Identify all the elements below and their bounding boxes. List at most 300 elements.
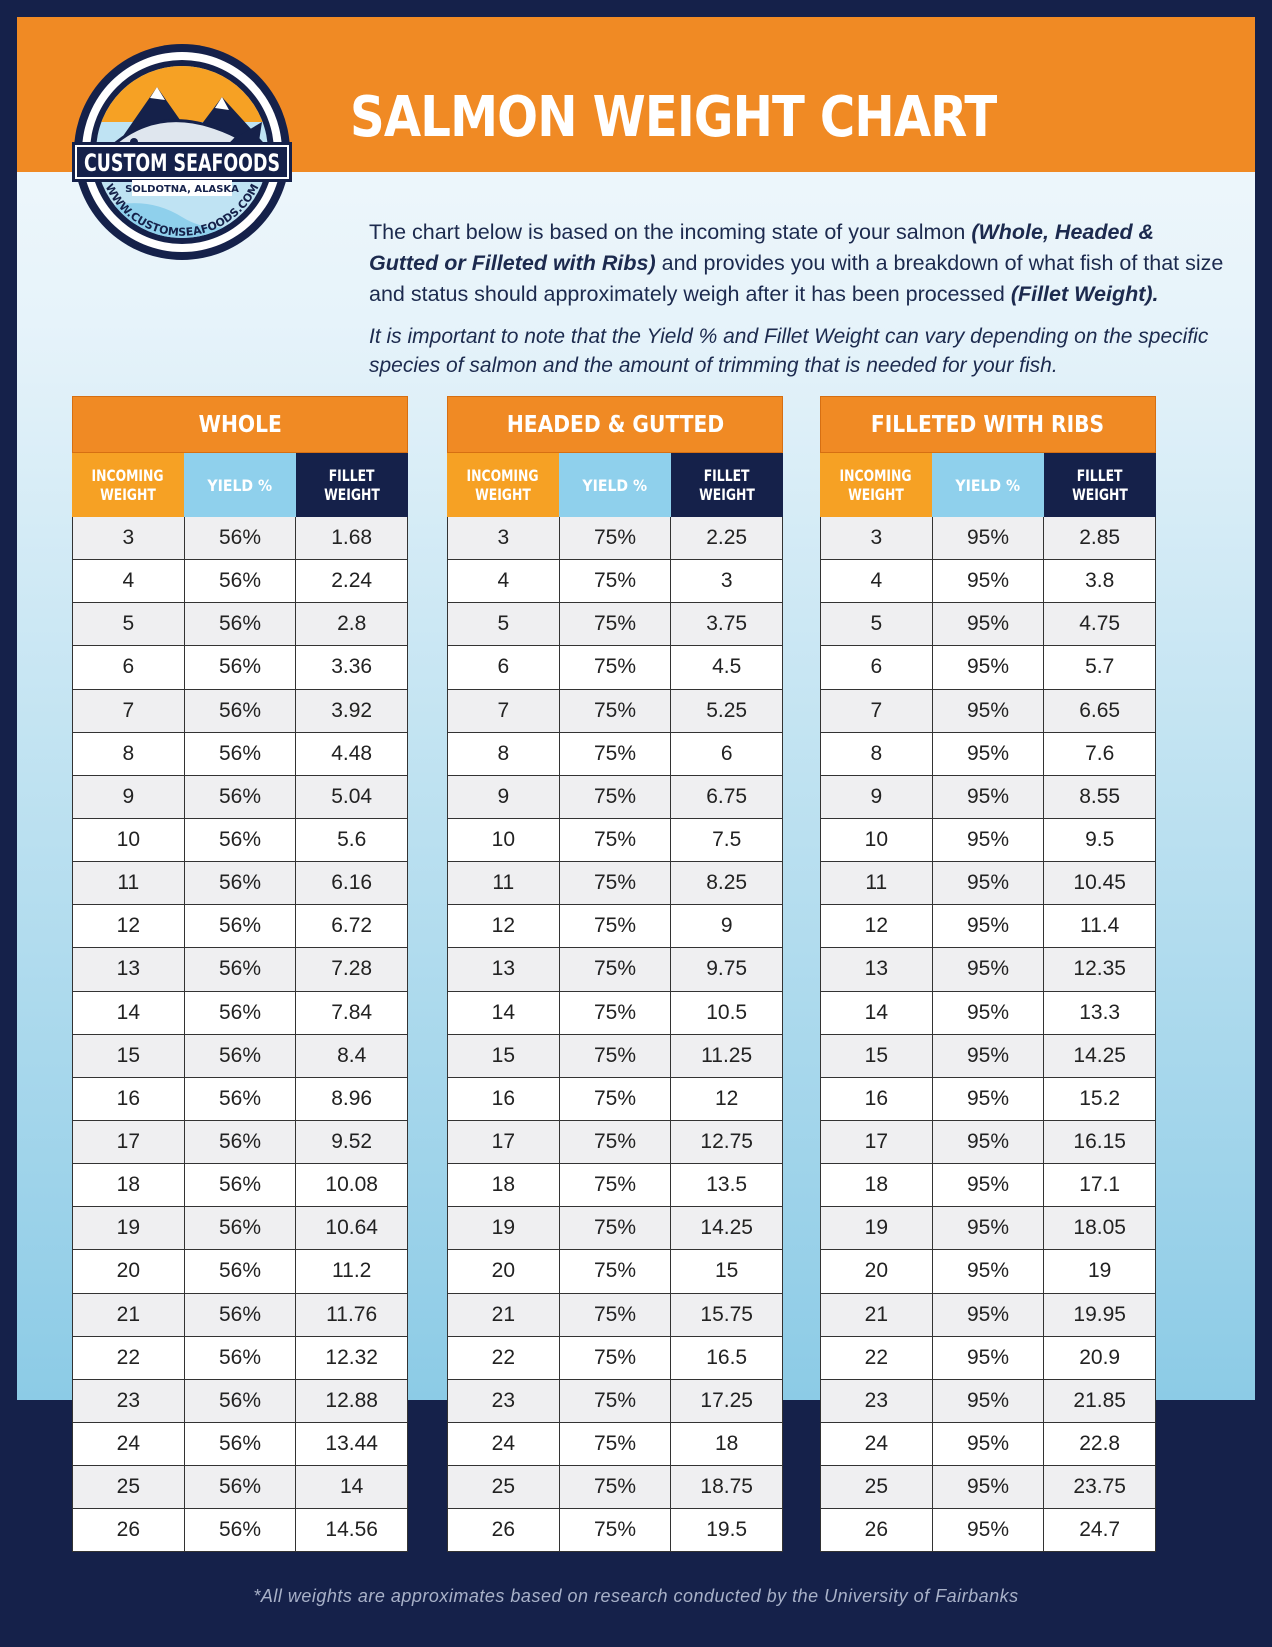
table-row	[448, 1250, 783, 1293]
yield-cell: 95%	[933, 905, 1045, 948]
fillet-weight-cell: 6.75	[671, 776, 783, 819]
fillet-weight-cell: 8.96	[296, 1078, 408, 1121]
yield-cell: 95%	[933, 1250, 1045, 1293]
incoming-weight-cell: 24	[821, 1423, 933, 1466]
incoming-weight-cell: 20	[821, 1250, 933, 1293]
incoming-weight-cell: 23	[448, 1380, 560, 1423]
yield-cell: 95%	[933, 1164, 1045, 1207]
fillet-weight-cell: 6	[671, 733, 783, 776]
yield-cell: 95%	[933, 690, 1045, 733]
table-row	[448, 1035, 783, 1078]
incoming-weight-cell: 10	[448, 819, 560, 862]
fillet-weight-cell: 10.5	[671, 992, 783, 1035]
yield-cell: 95%	[933, 1466, 1045, 1509]
yield-cell: 75%	[560, 1164, 672, 1207]
table-row	[73, 776, 408, 819]
incoming-weight-cell: 4	[448, 560, 560, 603]
column-header-label: WEIGHT	[475, 485, 531, 504]
fillet-weight-cell: 23.75	[1044, 1466, 1156, 1509]
yield-cell: 56%	[185, 992, 297, 1035]
table-row	[73, 1250, 408, 1293]
yield-cell: 95%	[933, 1509, 1045, 1552]
yield-cell: 75%	[560, 1466, 672, 1509]
incoming-weight-cell: 22	[448, 1337, 560, 1380]
table-row	[73, 1294, 408, 1337]
fillet-weight-cell: 7.28	[296, 948, 408, 991]
incoming-weight-cell: 9	[448, 776, 560, 819]
column-header-label: YIELD %	[955, 475, 1021, 495]
incoming-weight-cell: 8	[73, 733, 185, 776]
column-header-label: FILLET	[704, 466, 750, 485]
incoming-weight-cell: 8	[821, 733, 933, 776]
table-row	[73, 862, 408, 905]
yield-header	[559, 453, 671, 517]
fillet-weight-cell: 5.25	[671, 690, 783, 733]
yield-cell: 95%	[933, 1035, 1045, 1078]
fillet-weight-cell: 8.55	[1044, 776, 1156, 819]
incoming-weight-cell: 14	[448, 992, 560, 1035]
fillet-weight-cell: 10.64	[296, 1207, 408, 1250]
table-row	[448, 1466, 783, 1509]
column-header-label: WEIGHT	[324, 485, 380, 504]
fillet-weight-cell: 2.25	[671, 517, 783, 560]
table-row	[448, 1509, 783, 1552]
yield-header	[184, 453, 296, 517]
table-row	[821, 905, 1156, 948]
table-row	[448, 690, 783, 733]
incoming-weight-cell: 16	[448, 1078, 560, 1121]
table-row	[73, 1466, 408, 1509]
yield-cell: 75%	[560, 1509, 672, 1552]
yield-cell: 56%	[185, 1250, 297, 1293]
incoming-weight-cell: 6	[73, 646, 185, 689]
fillet-weight-cell: 15.2	[1044, 1078, 1156, 1121]
fillet-weight-cell: 9.75	[671, 948, 783, 991]
yield-cell: 95%	[933, 1337, 1045, 1380]
yield-cell: 75%	[560, 690, 672, 733]
incoming-weight-cell: 18	[821, 1164, 933, 1207]
table-rows	[72, 517, 408, 1552]
column-header-label: FILLET	[329, 466, 375, 485]
column-header-label: YIELD %	[207, 475, 273, 495]
table-row	[73, 905, 408, 948]
table-title-text: FILLETED WITH RIBS	[871, 411, 1105, 438]
fillet-weight-cell: 11.25	[671, 1035, 783, 1078]
yield-cell: 56%	[185, 690, 297, 733]
fillet-weight-cell: 4.48	[296, 733, 408, 776]
fillet-weight-cell: 14.25	[671, 1207, 783, 1250]
fillet-weight-cell: 3.8	[1044, 560, 1156, 603]
incoming-weight-cell: 12	[73, 905, 185, 948]
yield-cell: 75%	[560, 517, 672, 560]
table-row	[448, 1337, 783, 1380]
table-row	[448, 1423, 783, 1466]
table-row	[821, 1423, 1156, 1466]
table-row	[73, 948, 408, 991]
fillet-weight-cell: 7.6	[1044, 733, 1156, 776]
fillet-weight-cell: 12.35	[1044, 948, 1156, 991]
incoming-weight-cell: 14	[821, 992, 933, 1035]
yield-cell: 75%	[560, 1423, 672, 1466]
page-title: SALMON WEIGHT CHART	[350, 85, 997, 150]
incoming-weight-cell: 12	[448, 905, 560, 948]
incoming-weight-cell: 8	[448, 733, 560, 776]
fillet-weight-cell: 11.4	[1044, 905, 1156, 948]
fillet-weight-cell: 9.5	[1044, 819, 1156, 862]
incoming-weight-cell: 11	[73, 862, 185, 905]
column-header-label: INCOMING	[91, 466, 165, 485]
yield-cell: 56%	[185, 776, 297, 819]
incoming-weight-cell: 23	[73, 1380, 185, 1423]
table-row	[73, 603, 408, 646]
table-row	[821, 690, 1156, 733]
incoming-weight-cell: 6	[448, 646, 560, 689]
column-header-label: INCOMING	[466, 466, 540, 485]
table-row	[73, 517, 408, 560]
column-header-label: INCOMING	[839, 466, 913, 485]
table-row	[821, 1250, 1156, 1293]
fillet-weight-cell: 19.5	[671, 1509, 783, 1552]
table-row	[448, 992, 783, 1035]
yield-cell: 75%	[560, 1250, 672, 1293]
fillet-weight-cell: 2.8	[296, 603, 408, 646]
yield-cell: 95%	[933, 1423, 1045, 1466]
fillet-weight-cell: 2.85	[1044, 517, 1156, 560]
incoming-weight-cell: 20	[73, 1250, 185, 1293]
incoming-weight-cell: 17	[448, 1121, 560, 1164]
table-column-headers	[820, 453, 1156, 517]
fillet-weight-cell: 14.56	[296, 1509, 408, 1552]
incoming-weight-cell: 26	[73, 1509, 185, 1552]
incoming-weight-cell: 26	[448, 1509, 560, 1552]
yield-cell: 95%	[933, 646, 1045, 689]
fillet-weight-cell: 4.5	[671, 646, 783, 689]
yield-cell: 56%	[185, 948, 297, 991]
yield-cell: 56%	[185, 603, 297, 646]
table-rows	[820, 517, 1156, 1552]
fillet-weight-cell: 7.84	[296, 992, 408, 1035]
fillet-weight-cell: 14.25	[1044, 1035, 1156, 1078]
logo-location-text: SOLDOTNA, ALASKA	[125, 184, 239, 195]
intro-text-1: The chart below is based on the incoming state of your salmon	[369, 220, 972, 244]
fillet-weight-cell: 12.75	[671, 1121, 783, 1164]
fillet-weight-cell: 3	[671, 560, 783, 603]
fillet-weight-cell: 7.5	[671, 819, 783, 862]
table-row	[73, 992, 408, 1035]
fillet-weight-cell: 24.7	[1044, 1509, 1156, 1552]
yield-cell: 95%	[933, 1207, 1045, 1250]
yield-cell: 56%	[185, 1164, 297, 1207]
yield-cell: 75%	[560, 1121, 672, 1164]
yield-cell: 75%	[560, 1035, 672, 1078]
fillet-weight-cell: 15	[671, 1250, 783, 1293]
fillet-weight-cell: 11.2	[296, 1250, 408, 1293]
fillet-weight-cell: 19.95	[1044, 1294, 1156, 1337]
column-header-label: WEIGHT	[848, 485, 904, 504]
column-header-label: WEIGHT	[100, 485, 156, 504]
intro-bold-1: (Whole, Headed & Gutted or Filleted with Ribs)	[369, 220, 1155, 275]
incoming-weight-cell: 22	[73, 1337, 185, 1380]
intro-paragraph	[369, 217, 1229, 310]
incoming-weight-cell: 6	[821, 646, 933, 689]
incoming-weight-header	[447, 453, 559, 517]
table-row	[821, 992, 1156, 1035]
yield-cell: 56%	[185, 646, 297, 689]
table-row	[821, 1294, 1156, 1337]
table-row	[73, 733, 408, 776]
incoming-weight-cell: 3	[73, 517, 185, 560]
incoming-weight-cell: 17	[821, 1121, 933, 1164]
incoming-weight-header	[820, 453, 932, 517]
yield-cell: 95%	[933, 560, 1045, 603]
yield-cell: 95%	[933, 733, 1045, 776]
incoming-weight-cell: 17	[73, 1121, 185, 1164]
fillet-weight-cell: 8.25	[671, 862, 783, 905]
yield-cell: 75%	[560, 992, 672, 1035]
yield-cell: 75%	[560, 862, 672, 905]
yield-cell: 56%	[185, 862, 297, 905]
incoming-weight-cell: 25	[73, 1466, 185, 1509]
fillet-weight-cell: 16.5	[671, 1337, 783, 1380]
yield-cell: 75%	[560, 603, 672, 646]
table-row	[821, 560, 1156, 603]
intro-bold-2: (Fillet Weight).	[1010, 282, 1159, 306]
yield-cell: 56%	[185, 1294, 297, 1337]
yield-cell: 95%	[933, 948, 1045, 991]
table-row	[821, 603, 1156, 646]
incoming-weight-cell: 4	[821, 560, 933, 603]
yield-cell: 56%	[185, 1207, 297, 1250]
incoming-weight-cell: 3	[448, 517, 560, 560]
fillet-weight-cell: 12.32	[296, 1337, 408, 1380]
fillet-weight-cell: 17.25	[671, 1380, 783, 1423]
table-title-text: WHOLE	[198, 411, 282, 438]
table-row	[821, 1121, 1156, 1164]
column-header-label: WEIGHT	[699, 485, 755, 504]
incoming-weight-cell: 24	[73, 1423, 185, 1466]
incoming-weight-cell: 10	[73, 819, 185, 862]
fillet-weight-cell: 10.45	[1044, 862, 1156, 905]
fillet-weight-cell: 15.75	[671, 1294, 783, 1337]
table-row	[73, 646, 408, 689]
yield-cell: 75%	[560, 733, 672, 776]
table-rows	[447, 517, 783, 1552]
fillet-weight-header	[671, 453, 783, 517]
incoming-weight-cell: 5	[73, 603, 185, 646]
table-row	[821, 1035, 1156, 1078]
yield-cell: 56%	[185, 1078, 297, 1121]
yield-cell: 56%	[185, 1380, 297, 1423]
incoming-weight-cell: 9	[821, 776, 933, 819]
incoming-weight-cell: 11	[821, 862, 933, 905]
fillet-weight-cell: 18.75	[671, 1466, 783, 1509]
table-row	[821, 1164, 1156, 1207]
table-row	[821, 646, 1156, 689]
incoming-weight-cell: 16	[73, 1078, 185, 1121]
table-row	[448, 1207, 783, 1250]
yield-cell: 56%	[185, 517, 297, 560]
fillet-weight-cell: 6.72	[296, 905, 408, 948]
table-row	[821, 517, 1156, 560]
table-row	[821, 776, 1156, 819]
table-row	[821, 862, 1156, 905]
incoming-weight-cell: 21	[73, 1294, 185, 1337]
column-header-label: YIELD %	[582, 475, 648, 495]
incoming-weight-cell: 9	[73, 776, 185, 819]
yield-cell: 56%	[185, 733, 297, 776]
table-column-headers	[72, 453, 408, 517]
yield-cell: 95%	[933, 603, 1045, 646]
fillet-weight-cell: 10.08	[296, 1164, 408, 1207]
table-row	[448, 1121, 783, 1164]
fillet-weight-cell: 5.6	[296, 819, 408, 862]
yield-cell: 95%	[933, 776, 1045, 819]
fillet-weight-header	[296, 453, 408, 517]
fillet-weight-cell: 22.8	[1044, 1423, 1156, 1466]
table-row	[821, 1337, 1156, 1380]
table-title	[820, 396, 1156, 453]
incoming-weight-cell: 5	[821, 603, 933, 646]
yield-cell: 75%	[560, 776, 672, 819]
yield-cell: 95%	[933, 992, 1045, 1035]
column-header-label: WEIGHT	[1072, 485, 1128, 504]
yield-cell: 75%	[560, 1294, 672, 1337]
fillet-weight-cell: 3.36	[296, 646, 408, 689]
table-row	[73, 1035, 408, 1078]
fillet-weight-cell: 20.9	[1044, 1337, 1156, 1380]
incoming-weight-cell: 18	[448, 1164, 560, 1207]
fillet-weight-cell: 17.1	[1044, 1164, 1156, 1207]
table-row	[448, 1164, 783, 1207]
column-header-label: FILLET	[1077, 466, 1123, 485]
fillet-weight-cell: 4.75	[1044, 603, 1156, 646]
table-row	[448, 1380, 783, 1423]
fillet-weight-cell: 6.16	[296, 862, 408, 905]
fillet-weight-cell: 13.5	[671, 1164, 783, 1207]
incoming-weight-cell: 19	[821, 1207, 933, 1250]
table-row	[448, 560, 783, 603]
table-title-text: HEADED & GUTTED	[506, 411, 724, 438]
yield-cell: 75%	[560, 1337, 672, 1380]
incoming-weight-cell: 13	[73, 948, 185, 991]
incoming-weight-cell: 24	[448, 1423, 560, 1466]
table-title	[72, 396, 408, 453]
table-row	[448, 1294, 783, 1337]
fillet-weight-cell: 5.7	[1044, 646, 1156, 689]
yield-cell: 75%	[560, 646, 672, 689]
incoming-weight-cell: 20	[448, 1250, 560, 1293]
incoming-weight-cell: 4	[73, 560, 185, 603]
fillet-weight-cell: 16.15	[1044, 1121, 1156, 1164]
fillet-weight-cell: 11.76	[296, 1294, 408, 1337]
yield-cell: 56%	[185, 905, 297, 948]
yield-cell: 56%	[185, 1509, 297, 1552]
incoming-weight-cell: 19	[448, 1207, 560, 1250]
table-row	[448, 517, 783, 560]
table-column-headers	[447, 453, 783, 517]
table-row	[821, 948, 1156, 991]
yield-cell: 95%	[933, 1078, 1045, 1121]
table-row	[73, 1423, 408, 1466]
incoming-weight-cell: 7	[821, 690, 933, 733]
incoming-weight-cell: 15	[821, 1035, 933, 1078]
incoming-weight-cell: 11	[448, 862, 560, 905]
table-row	[448, 603, 783, 646]
table-row	[73, 690, 408, 733]
incoming-weight-cell: 5	[448, 603, 560, 646]
incoming-weight-cell: 25	[821, 1466, 933, 1509]
weight-table-filleted-with-ribs	[820, 396, 1156, 1552]
yield-cell: 56%	[185, 560, 297, 603]
table-row	[73, 1121, 408, 1164]
fillet-weight-cell: 21.85	[1044, 1380, 1156, 1423]
incoming-weight-cell: 7	[73, 690, 185, 733]
incoming-weight-cell: 14	[73, 992, 185, 1035]
fillet-weight-header	[1044, 453, 1156, 517]
table-row	[73, 1509, 408, 1552]
table-row	[73, 1337, 408, 1380]
fillet-weight-cell: 9	[671, 905, 783, 948]
incoming-weight-cell: 15	[73, 1035, 185, 1078]
yield-cell: 75%	[560, 1078, 672, 1121]
fillet-weight-cell: 12.88	[296, 1380, 408, 1423]
incoming-weight-cell: 13	[448, 948, 560, 991]
fillet-weight-cell: 19	[1044, 1250, 1156, 1293]
table-row	[448, 862, 783, 905]
incoming-weight-cell: 21	[821, 1294, 933, 1337]
logo-brand-text: CUSTOM SEAFOODS	[84, 149, 280, 177]
incoming-weight-cell: 16	[821, 1078, 933, 1121]
incoming-weight-cell: 23	[821, 1380, 933, 1423]
table-row	[73, 819, 408, 862]
table-row	[821, 1078, 1156, 1121]
table-row	[73, 560, 408, 603]
fillet-weight-cell: 8.4	[296, 1035, 408, 1078]
yield-cell: 75%	[560, 948, 672, 991]
incoming-weight-cell: 13	[821, 948, 933, 991]
table-row	[448, 776, 783, 819]
incoming-weight-cell: 7	[448, 690, 560, 733]
yield-cell: 95%	[933, 1380, 1045, 1423]
yield-cell: 56%	[185, 1466, 297, 1509]
intro-text-2: and provides you with a breakdown of what fish of that size and status should approximately weigh after it has been processed	[369, 251, 1224, 306]
table-row	[448, 948, 783, 991]
yield-cell: 75%	[560, 1207, 672, 1250]
incoming-weight-cell: 19	[73, 1207, 185, 1250]
incoming-weight-cell: 15	[448, 1035, 560, 1078]
table-row	[448, 646, 783, 689]
footnote: *All weights are approximates based on research conducted by the University of Fairbanks	[253, 1586, 1019, 1606]
incoming-weight-cell: 10	[821, 819, 933, 862]
incoming-weight-cell: 21	[448, 1294, 560, 1337]
fillet-weight-cell: 14	[296, 1466, 408, 1509]
table-row	[448, 819, 783, 862]
logo-url-text: WWW.CUSTOMSEAFOODS.COM	[102, 181, 262, 239]
fillet-weight-cell: 13.3	[1044, 992, 1156, 1035]
yield-cell: 95%	[933, 862, 1045, 905]
fillet-weight-cell: 18.05	[1044, 1207, 1156, 1250]
yield-cell: 75%	[560, 1380, 672, 1423]
yield-note: It is important to note that the Yield % and Fillet Weight can vary depending on the specific species of salmon and the amount of trimming that is needed for your fish.	[369, 325, 1209, 377]
fillet-weight-cell: 18	[671, 1423, 783, 1466]
incoming-weight-cell: 25	[448, 1466, 560, 1509]
table-row	[821, 819, 1156, 862]
table-row	[73, 1078, 408, 1121]
fillet-weight-cell: 2.24	[296, 560, 408, 603]
custom-seafoods-logo	[72, 42, 292, 262]
fillet-weight-cell: 6.65	[1044, 690, 1156, 733]
table-row	[821, 1466, 1156, 1509]
